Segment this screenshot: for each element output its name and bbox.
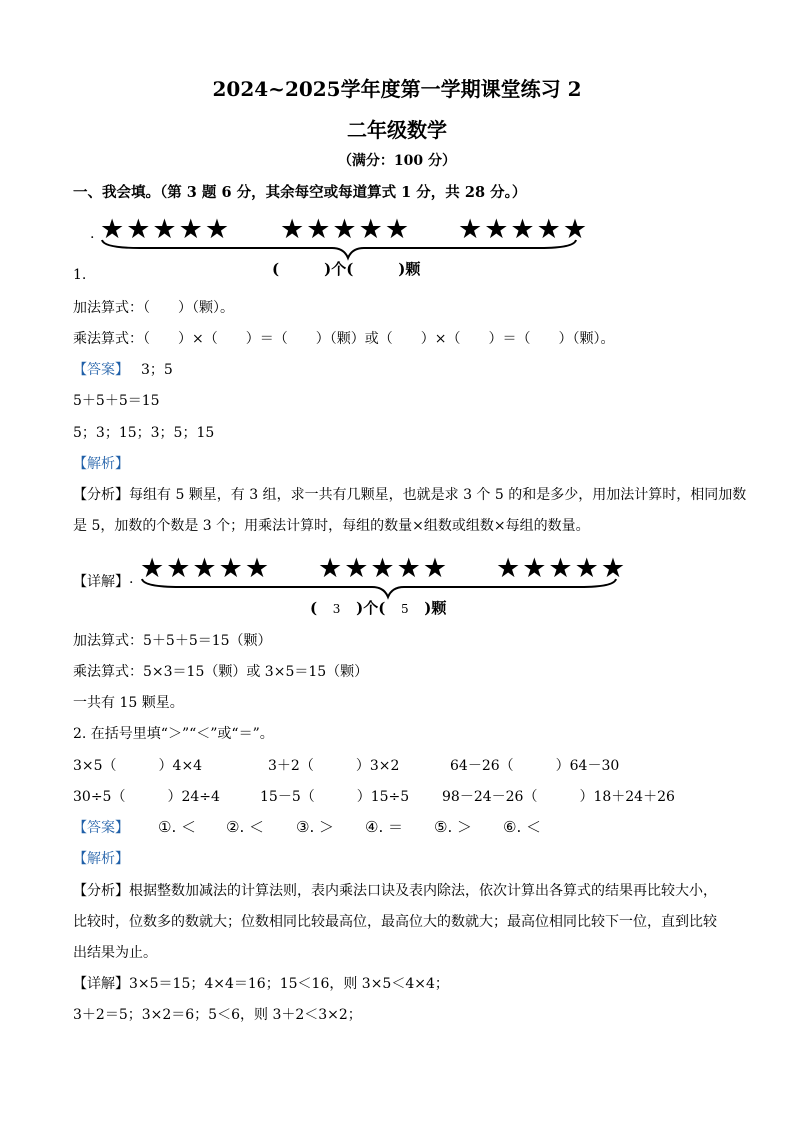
q1-answer-2: 5＋5＋5＝15 <box>73 393 160 409</box>
q2-answer-3: ③. ＞ <box>296 818 334 836</box>
page-title: 2024~2025学年度第一学期课堂练习 2 <box>212 77 582 101</box>
q1-detail-each-value: 5 <box>400 602 409 616</box>
q1-detail-mul: 乘法算式：5×3＝15（颗）或 3×5＝15（颗） <box>73 664 369 680</box>
q2-answer-2: ②. ＜ <box>226 818 264 836</box>
q2-row1-item-1: 3×5（ ）4×4 <box>73 758 203 774</box>
q2-detail-text-1: 3×5＝15；4×4＝16；15＜16，则 3×5＜4×4； <box>129 976 449 992</box>
q2-detail-line-1 <box>73 973 449 993</box>
q1-star-group-3: ★★★★★ <box>458 214 590 245</box>
q2-analysis-tag: 【解析】 <box>73 851 129 867</box>
q1-detail-star-group-3: ★★★★★ <box>496 553 628 584</box>
q2-fenxi-line-2: 比较时，位数多的数就大；位数相同比较最高位，最高位大的数就大；最高位相同比较下一位，直到比较 <box>73 914 717 930</box>
q2-row2-item-3: 98－24－26（ ）18＋24＋26 <box>442 789 675 805</box>
q1-fenxi-line-1 <box>73 484 746 504</box>
q1-bracket-label: ( )个( )颗 <box>272 260 421 278</box>
q1-detail-dot: . <box>129 571 134 587</box>
q1-answer-3: 5；3；15；3；5；15 <box>73 425 215 441</box>
full-score: （满分：100 分） <box>337 153 457 169</box>
q1-add-line: 加法算式：（ ）（颗）。 <box>73 300 234 316</box>
q2-fenxi-line-1 <box>73 880 717 900</box>
q1-detail-tag: 【详解】 <box>73 574 129 590</box>
q1-detail-star-group-1: ★★★★★ <box>140 553 272 584</box>
q1-star-group-1: ★★★★★ <box>100 214 232 245</box>
q2-fenxi-text-1: 根据整数加减法的计算法则，表内乘法口诀及表内除法，依次计算出各算式的结果再比较大小， <box>129 883 717 899</box>
q1-detail-close: )颗 <box>424 599 447 617</box>
q1-detail-mid: )个( <box>356 599 386 617</box>
section-1-heading: 一、我会填。（第 3 题 6 分，其余每空或每道算式 1 分，共 28 分。） <box>73 184 527 201</box>
q1-answer-tag: 【答案】 <box>73 362 129 378</box>
q1-number: 1. <box>73 267 87 283</box>
q2-answer-tag: 【答案】 <box>73 820 129 836</box>
q2-fenxi-tag: 【分析】 <box>73 883 129 899</box>
q1-answer-1: 3；5 <box>141 362 173 378</box>
q2-answer-5: ⑤. ＞ <box>434 818 472 836</box>
q2-answer-4: ④. ＝ <box>365 818 403 836</box>
q2-row1-item-3: 64－26（ ）64－30 <box>450 758 620 774</box>
q1-fenxi-tag: 【分析】 <box>73 487 129 503</box>
q2-fenxi-line-3: 出结果为止。 <box>73 945 157 961</box>
q1-detail-add: 加法算式：5＋5＋5＝15（颗） <box>73 633 272 649</box>
page-subtitle: 二年级数学 <box>347 118 447 142</box>
q1-detail-total: 一共有 15 颗星。 <box>73 695 184 711</box>
q2-prompt: 2. 在括号里填“＞”“＜”或“＝”。 <box>73 726 274 742</box>
q1-detail-open: ( <box>310 599 318 617</box>
q2-answer-6: ⑥. ＜ <box>503 818 541 836</box>
q1-fenxi-text-1: 每组有 5 颗星，有 3 组，求一共有几颗星，也就是求 3 个 5 的和是多少，用加法计算时，相同加数 <box>129 487 747 503</box>
q1-detail-star-group-2: ★★★★★ <box>318 553 450 584</box>
q1-dot: . <box>90 226 95 242</box>
q2-row2-item-1: 30÷5（ ）24÷4 <box>73 789 220 805</box>
q1-detail-groups-value: 3 <box>332 602 341 616</box>
q1-detail-bracket-label <box>310 597 446 618</box>
q2-detail-line-2: 3＋2＝5；3×2＝6；5＜6，则 3＋2＜3×2； <box>73 1007 362 1023</box>
q2-row1-item-2: 3＋2（ ）3×2 <box>268 758 400 774</box>
q1-mul-line: 乘法算式：（ ）×（ ）＝（ ）（颗）或（ ）×（ ）＝（ ）（颗）。 <box>73 331 615 347</box>
q2-detail-tag: 【详解】 <box>73 976 129 992</box>
q1-fenxi-line-2: 是 5，加数的个数是 3 个；用乘法计算时，每组的数量×组数或组数×每组的数量。 <box>73 518 590 534</box>
q2-answer-1: ①. ＜ <box>158 818 196 836</box>
q1-star-group-2: ★★★★★ <box>280 214 412 245</box>
q2-row2-item-2: 15－5（ ）15÷5 <box>260 789 410 805</box>
q1-analysis-tag: 【解析】 <box>73 456 129 472</box>
